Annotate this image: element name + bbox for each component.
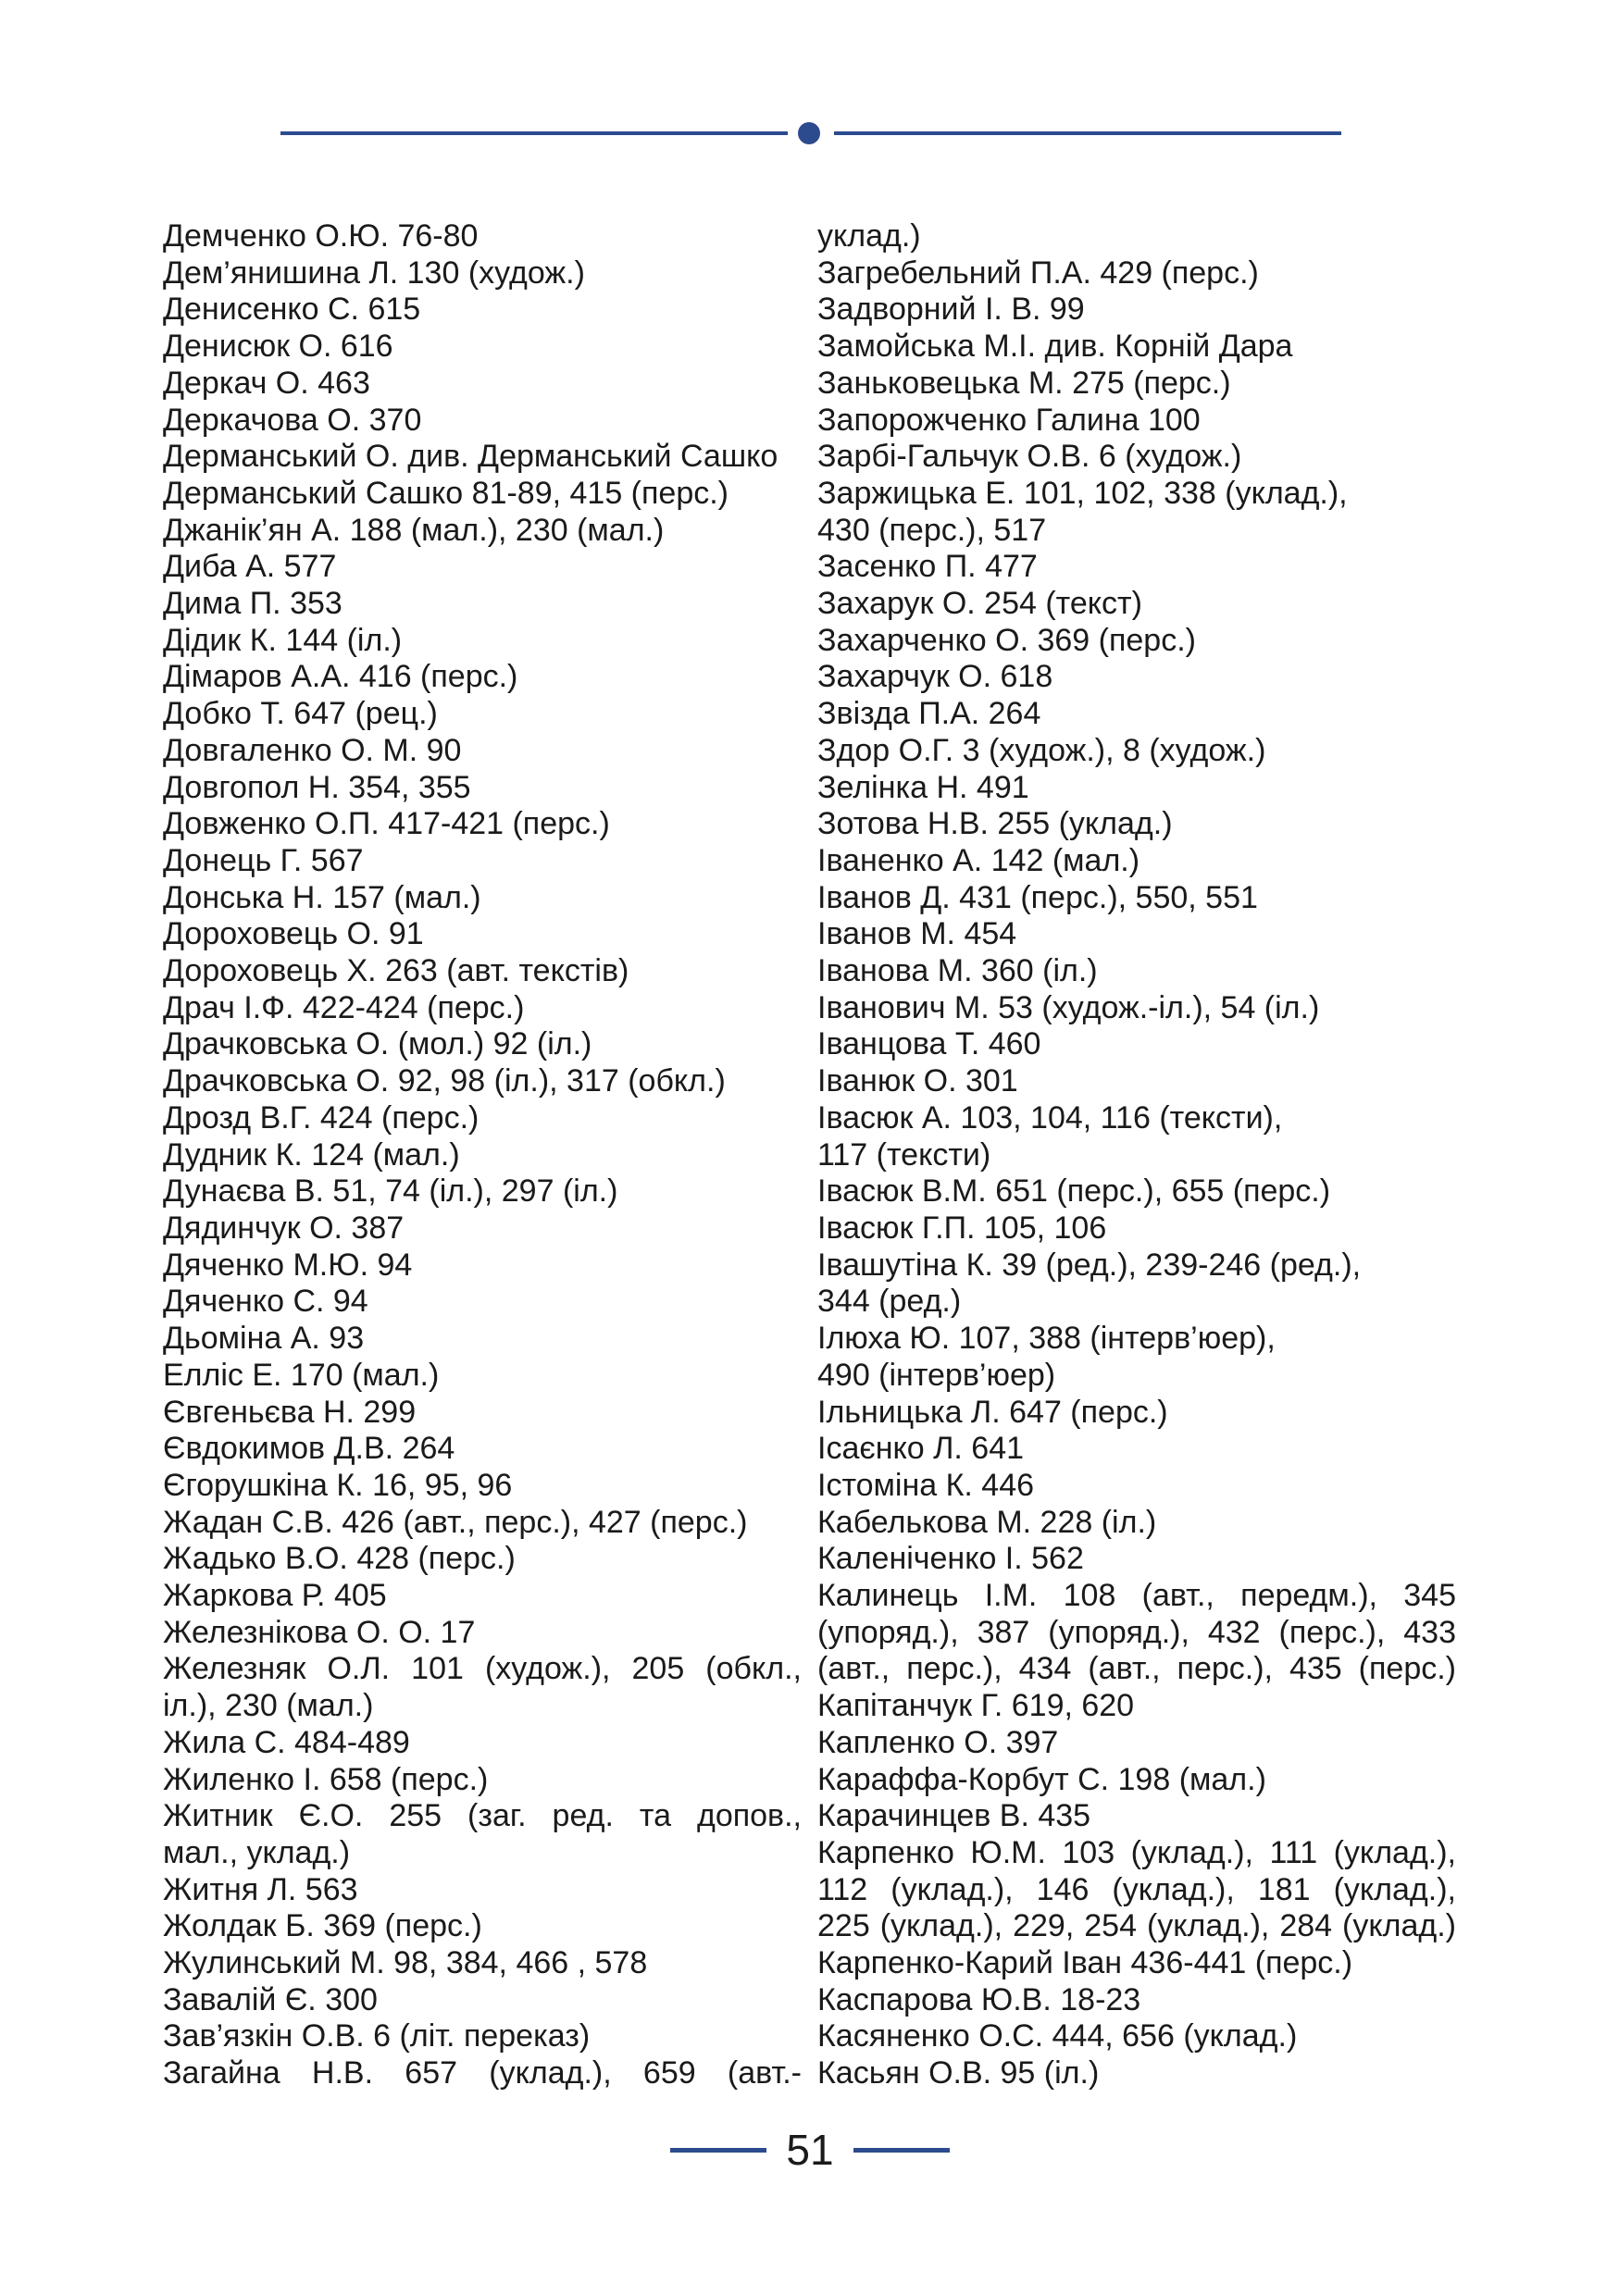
index-entry: Ілюха Ю. 107, 388 (інтерв’юер), <box>817 1321 1276 1357</box>
index-entry: Жолдак Б. 369 (перс.) <box>163 1908 482 1944</box>
index-entry: Істоміна К. 446 <box>817 1467 1035 1503</box>
index-entry: Захарчук О. 618 <box>817 659 1053 695</box>
index-entry: Івасюк В.М. 651 (перс.), 655 (перс.) <box>817 1173 1331 1210</box>
index-entry: Житник Є.О. 255 (заг. ред. та допов., <box>163 1798 802 1834</box>
index-entry: Захарук О. 254 (текст) <box>817 586 1142 622</box>
index-entry: Жадько В.О. 428 (перс.) <box>163 1541 516 1577</box>
index-entry: Дяченко М.Ю. 94 <box>163 1247 413 1283</box>
index-entry: Касяненко О.С. 444, 656 (уклад.) <box>817 2018 1298 2054</box>
index-column-left <box>163 218 802 2092</box>
index-entry: Каленіченко І. 562 <box>817 1541 1084 1577</box>
index-entry: Дудник К. 124 (мал.) <box>163 1136 460 1173</box>
index-entry: Дерманський О. див. Дерманський Сашко <box>163 439 778 475</box>
index-entry: уклад.) <box>817 218 921 254</box>
index-entry: Елліс Е. 170 (мал.) <box>163 1357 440 1393</box>
index-entry: Железнікова О. О. 17 <box>163 1614 476 1650</box>
index-entry: Зелінка Н. 491 <box>817 769 1029 805</box>
index-entry: Заньковецька М. 275 (перс.) <box>817 365 1231 401</box>
page-number: 51 <box>786 2126 834 2174</box>
index-entry: Денисюк О. 616 <box>163 329 393 365</box>
index-entry: Запорожченко Галина 100 <box>817 402 1201 438</box>
index-entry: Івашутіна К. 39 (ред.), 239-246 (ред.), <box>817 1247 1362 1283</box>
footer-rule-right <box>853 2148 950 2153</box>
index-entry: Ільницька Л. 647 (перс.) <box>817 1394 1168 1430</box>
index-entry: Кабелькова М. 228 (іл.) <box>817 1504 1157 1540</box>
index-entry: (авт., перс.), 434 (авт., перс.), 435 (перс.) <box>817 1651 1456 1687</box>
index-entry: Дядинчук О. 387 <box>163 1210 405 1246</box>
index-entry: Дідик К. 144 (іл.) <box>163 622 403 658</box>
index-entry: Дяченко С. 94 <box>163 1284 368 1320</box>
index-entry: Заржицька Е. 101, 102, 338 (уклад.), <box>817 475 1348 511</box>
index-entry: Карачинцев В. 435 <box>817 1798 1091 1834</box>
index-entry: Караффа-Корбут С. 198 (мал.) <box>817 1761 1266 1797</box>
index-entry: Жулинський М. 98, 384, 466 , 578 <box>163 1945 648 1981</box>
index-entry: Добко Т. 647 (рец.) <box>163 696 438 732</box>
index-entry: Капленко О. 397 <box>817 1724 1059 1760</box>
index-entry: Драчковська О. 92, 98 (іл.), 317 (обкл.) <box>163 1063 726 1099</box>
index-entry: Денисенко С. 615 <box>163 292 421 328</box>
index-entry: Дороховець О. 91 <box>163 916 424 952</box>
index-entry: Донець Г. 567 <box>163 842 364 878</box>
index-entry: Євдокимов Д.В. 264 <box>163 1431 455 1467</box>
index-entry: Джанік’ян А. 188 (мал.), 230 (мал.) <box>163 512 665 548</box>
index-entry: Єгорушкіна К. 16, 95, 96 <box>163 1467 513 1503</box>
index-entry: Іванцова Т. 460 <box>817 1026 1041 1062</box>
index-entry: Житня Л. 563 <box>163 1871 358 1907</box>
index-entry: Каспарова Ю.В. 18-23 <box>817 1981 1141 2017</box>
index-entry: Захарченко О. 369 (перс.) <box>817 622 1196 658</box>
index-entry: 225 (уклад.), 229, 254 (уклад.), 284 (уклад.) <box>817 1908 1456 1944</box>
index-entry: Звізда П.А. 264 <box>817 696 1041 732</box>
index-entry: Зарбі-Гальчук О.В. 6 (худож.) <box>817 439 1242 475</box>
index-entry: Іванов Д. 431 (перс.), 550, 551 <box>817 879 1258 915</box>
index-entry: 430 (перс.), 517 <box>817 512 1047 548</box>
index-entry: Дерманський Сашко 81-89, 415 (перс.) <box>163 475 729 511</box>
index-entry: Євгеньєва Н. 299 <box>163 1394 417 1430</box>
index-entry: (упоряд.), 387 (упоряд.), 432 (перс.), 433 <box>817 1614 1456 1650</box>
index-entry: Диба А. 577 <box>163 549 337 585</box>
index-entry: Довженко О.П. 417-421 (перс.) <box>163 806 610 842</box>
index-entry: 117 (тексти) <box>817 1136 991 1173</box>
index-entry: 490 (інтерв’юер) <box>817 1357 1056 1393</box>
index-entry: Драч І.Ф. 422-424 (перс.) <box>163 989 525 1025</box>
index-entry: Засенко П. 477 <box>817 549 1038 585</box>
index-entry: Дрозд В.Г. 424 (перс.) <box>163 1099 479 1136</box>
index-entry: Жадан С.В. 426 (авт., перс.), 427 (перс.) <box>163 1504 748 1540</box>
index-entry: Драчковська О. (мол.) 92 (іл.) <box>163 1026 592 1062</box>
index-entry: Дороховець Х. 263 (авт. текстів) <box>163 953 629 989</box>
index-entry: Іванова М. 360 (іл.) <box>817 953 1098 989</box>
index-entry: Демченко О.Ю. 76-80 <box>163 218 479 254</box>
index-entry: Загребельний П.А. 429 (перс.) <box>817 254 1259 291</box>
header-dot-ornament <box>798 122 820 144</box>
index-entry: Жила С. 484-489 <box>163 1724 410 1760</box>
index-entry: Калинець І.М. 108 (авт., передм.), 345 <box>817 1578 1456 1614</box>
index-entry: Зав’язкін О.В. 6 (літ. переказ) <box>163 2018 591 2054</box>
index-entry: Карпенко-Карий Іван 436-441 (перс.) <box>817 1945 1353 1981</box>
index-entry: Довгопол Н. 354, 355 <box>163 769 471 805</box>
index-entry: 344 (ред.) <box>817 1284 962 1320</box>
index-entry: Іванов М. 454 <box>817 916 1017 952</box>
index-entry: Капітанчук Г. 619, 620 <box>817 1688 1135 1724</box>
index-entry: Дем’янишина Л. 130 (худож.) <box>163 254 585 291</box>
index-entry: Іванович М. 53 (худож.-іл.), 54 (іл.) <box>817 989 1320 1025</box>
index-entry: Івасюк А. 103, 104, 116 (тексти), <box>817 1099 1283 1136</box>
header-rule-right <box>834 131 1341 135</box>
index-entry: Касьян О.В. 95 (іл.) <box>817 2055 1100 2091</box>
index-entry: 112 (уклад.), 146 (уклад.), 181 (уклад.), <box>817 1871 1456 1907</box>
index-entry: Жиленко І. 658 (перс.) <box>163 1761 489 1797</box>
index-entry: Зотова Н.В. 255 (уклад.) <box>817 806 1173 842</box>
index-entry: Жаркова Р. 405 <box>163 1578 387 1614</box>
index-entry: Задворний І. В. 99 <box>817 292 1085 328</box>
index-entry: Деркачова О. 370 <box>163 402 422 438</box>
index-entry: Дьоміна А. 93 <box>163 1321 365 1357</box>
index-entry: Довгаленко О. М. 90 <box>163 732 462 768</box>
index-entry: Железняк О.Л. 101 (худож.), 205 (обкл., <box>163 1651 802 1687</box>
index-entry: Завалій Є. 300 <box>163 1981 378 2017</box>
index-column-right <box>817 218 1456 2092</box>
index-entry: іл.), 230 (мал.) <box>163 1688 374 1724</box>
index-entry: Загайна Н.В. 657 (уклад.), 659 (авт.- <box>163 2055 802 2091</box>
index-entry: Донська Н. 157 (мал.) <box>163 879 481 915</box>
index-entry: Замойська М.І. див. Корній Дара <box>817 329 1293 365</box>
index-entry: Дунаєва В. 51, 74 (іл.), 297 (іл.) <box>163 1173 618 1210</box>
index-entry: Деркач О. 463 <box>163 365 370 401</box>
index-entry: Іванюк О. 301 <box>817 1063 1018 1099</box>
footer-rule-left <box>670 2148 766 2153</box>
index-entry: Дімаров А.А. 416 (перс.) <box>163 659 518 695</box>
index-entry: Дима П. 353 <box>163 586 342 622</box>
index-entry: мал., уклад.) <box>163 1834 351 1870</box>
index-entry: Ісаєнко Л. 641 <box>817 1431 1025 1467</box>
index-entry: Здор О.Г. 3 (худож.), 8 (худож.) <box>817 732 1266 768</box>
index-entry: Іваненко А. 142 (мал.) <box>817 842 1140 878</box>
header-rule-left <box>280 131 788 135</box>
index-entry: Івасюк Г.П. 105, 106 <box>817 1210 1107 1246</box>
index-entry: Карпенко Ю.М. 103 (уклад.), 111 (уклад.), <box>817 1834 1456 1870</box>
